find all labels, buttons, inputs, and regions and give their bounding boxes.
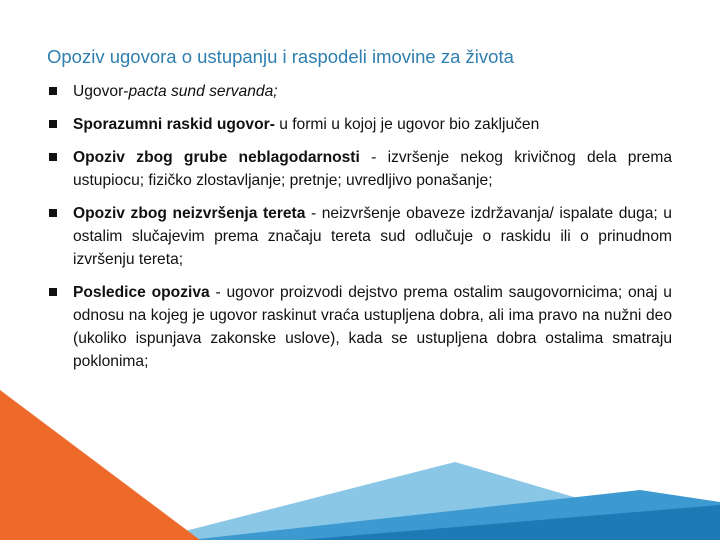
square-bullet-icon [49,87,57,95]
bullet-text: - ugovor proizvodi dejstvo prema ostalim saugovornicima; onaj u odnosu na kojeg je ugovor raskinut vraća ustupljena dobra, ali ima pravo na nužni deo (ukoliko ispunjava zakonske uslove), kada se ustupljena dobra ostalima smatraju poklonima; [73,284,672,370]
bullet-text: - neizvršenje obaveze izdržavanja/ ispalate duga; u ostalim slučajevim prema značaju tereta sud odlučuje o raskidu ili o prinudnom izvršenju tereta; [73,205,672,268]
orange-triangle [0,390,200,540]
bullet-text: Ugovor- [73,83,129,100]
bullet-text: - izvršenje nekog krivičnog dela prema ustupiocu; fizičko zlostavljanje; pretnje; uvredljivo ponašanje; [73,149,672,189]
bullet-list [47,80,672,383]
slide-title: Opoziv ugovora o ustupanju i raspodeli imovine za života [47,46,514,67]
bullet-label: Opoziv zbog neizvršenja tereta [73,205,306,222]
square-bullet-icon [49,209,57,217]
bullet-item-neblagodarnost [47,146,672,192]
bullet-label: Posledice opoziva [73,284,210,301]
decorative-corner-shapes [0,390,720,540]
bullet-item-pacta [47,80,672,103]
bullet-label: Sporazumni raskid ugovor- [73,116,275,133]
bullet-item-sporazumni-raskid [47,113,672,136]
bullet-emphasis: pacta sund servanda; [128,83,278,100]
bullet-text: u formi u kojoj je ugovor bio zaključen [274,116,540,133]
bullet-item-posledice [47,281,672,373]
bullet-label: Opoziv zbog grube neblagodarnosti [73,149,360,166]
square-bullet-icon [49,153,57,161]
square-bullet-icon [49,288,57,296]
square-bullet-icon [49,120,57,128]
bullet-item-neizvrsenje-tereta [47,202,672,271]
